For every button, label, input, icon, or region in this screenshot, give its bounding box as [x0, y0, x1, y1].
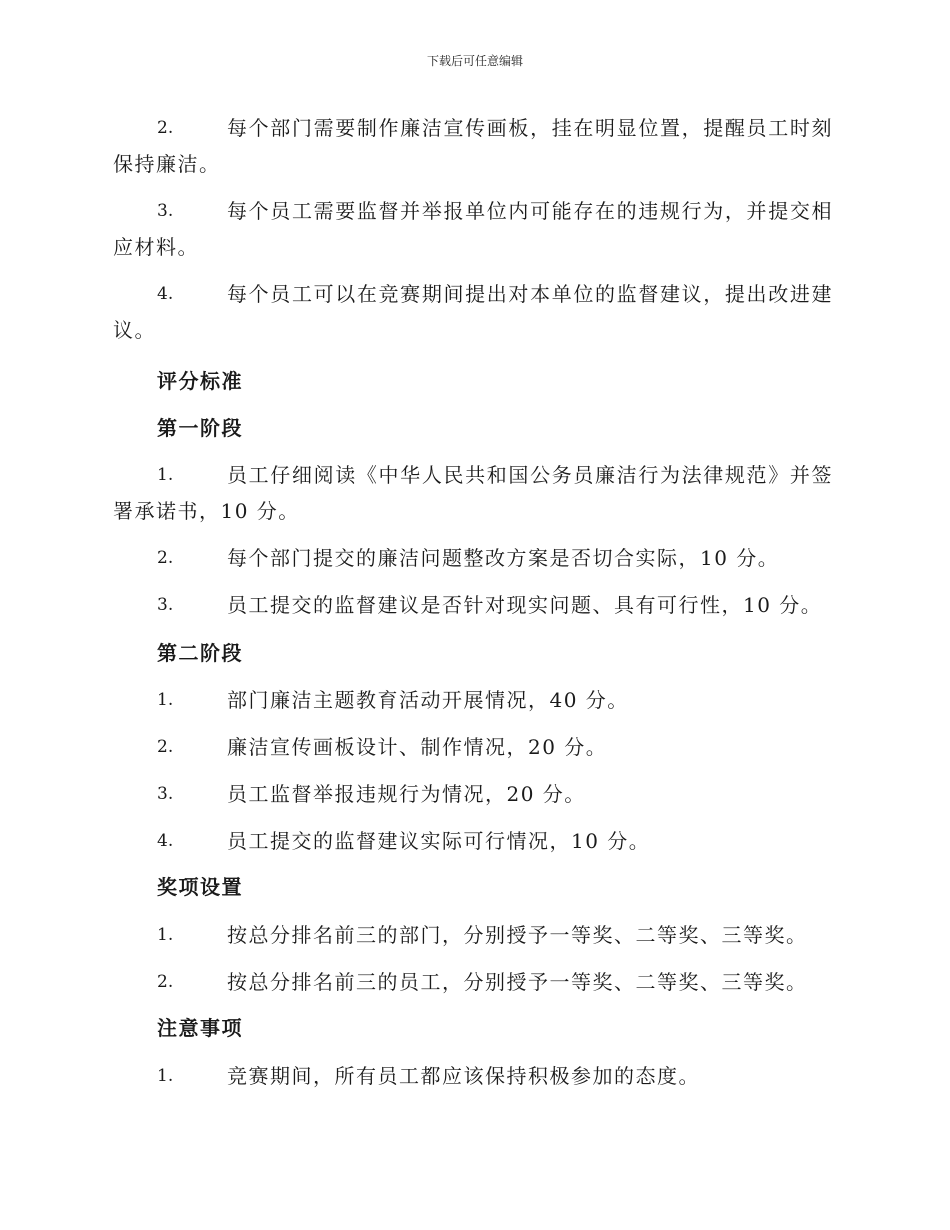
list-item	[0, 592, 950, 639]
stage-1-list	[0, 462, 950, 639]
item-text: 每个员工需要监督并举报单位内可能存在的违规行为，并提交相	[227, 199, 833, 223]
page-header: 下载后可任意编辑	[426, 54, 523, 68]
item-text: 按总分排名前三的员工，分别授予一等奖、二等奖、三等奖。	[227, 970, 808, 994]
list-item	[0, 115, 950, 198]
intro-list	[0, 115, 950, 364]
item-text: 竞赛期间，所有员工都应该保持积极参加的态度。	[227, 1064, 700, 1088]
item-text: 廉洁宣传画板设计、制作情况，20 分。	[227, 735, 608, 759]
item-text: 员工仔细阅读《中华人民共和国公务员廉洁行为法律规范》并签	[227, 463, 833, 487]
item-text-continued: 署承诺书，10 分。	[113, 499, 300, 523]
list-item	[0, 687, 950, 734]
item-text: 每个部门提交的廉洁问题整改方案是否切合实际，10 分。	[227, 546, 780, 570]
item-number: 1.	[157, 1066, 174, 1086]
list-item	[0, 1063, 950, 1110]
section-heading-scoring: 评分标准	[157, 369, 243, 393]
item-text: 按总分排名前三的部门，分别授予一等奖、二等奖、三等奖。	[227, 923, 808, 947]
awards-list	[0, 922, 950, 1016]
item-text: 员工监督举报违规行为情况，20 分。	[227, 782, 586, 806]
list-item	[0, 969, 950, 1016]
section-heading-awards: 奖项设置	[157, 875, 243, 899]
list-item	[0, 828, 950, 875]
list-item	[0, 281, 950, 364]
item-number: 2.	[157, 118, 174, 138]
item-number: 4.	[157, 831, 174, 851]
item-number: 2.	[157, 548, 174, 568]
section-heading-notes: 注意事项	[157, 1016, 243, 1040]
list-item	[0, 734, 950, 781]
item-number: 1.	[157, 465, 174, 485]
item-text-continued: 保持廉洁。	[113, 152, 221, 176]
item-number: 4.	[157, 284, 174, 304]
stage-2-list	[0, 687, 950, 875]
item-number: 3.	[157, 595, 174, 615]
item-text: 员工提交的监督建议实际可行情况，10 分。	[227, 829, 651, 853]
item-number: 2.	[157, 972, 174, 992]
list-item	[0, 781, 950, 828]
list-item	[0, 462, 950, 545]
item-number: 3.	[157, 784, 174, 804]
item-text-continued: 议。	[113, 318, 156, 342]
item-number: 3.	[157, 201, 174, 221]
notes-list	[0, 1063, 950, 1110]
list-item	[0, 198, 950, 281]
item-number: 2.	[157, 737, 174, 757]
list-item	[0, 922, 950, 969]
item-text: 部门廉洁主题教育活动开展情况，40 分。	[227, 688, 629, 712]
item-text: 每个部门需要制作廉洁宣传画板，挂在明显位置，提醒员工时刻	[227, 116, 833, 140]
item-number: 1.	[157, 690, 174, 710]
item-text: 员工提交的监督建议是否针对现实问题、具有可行性，10 分。	[227, 593, 823, 617]
item-text-continued: 应材料。	[113, 235, 199, 259]
item-number: 1.	[157, 925, 174, 945]
subheading-stage-2: 第二阶段	[157, 641, 243, 665]
subheading-stage-1: 第一阶段	[157, 416, 243, 440]
list-item	[0, 545, 950, 592]
item-text: 每个员工可以在竞赛期间提出对本单位的监督建议，提出改进建	[227, 282, 833, 306]
